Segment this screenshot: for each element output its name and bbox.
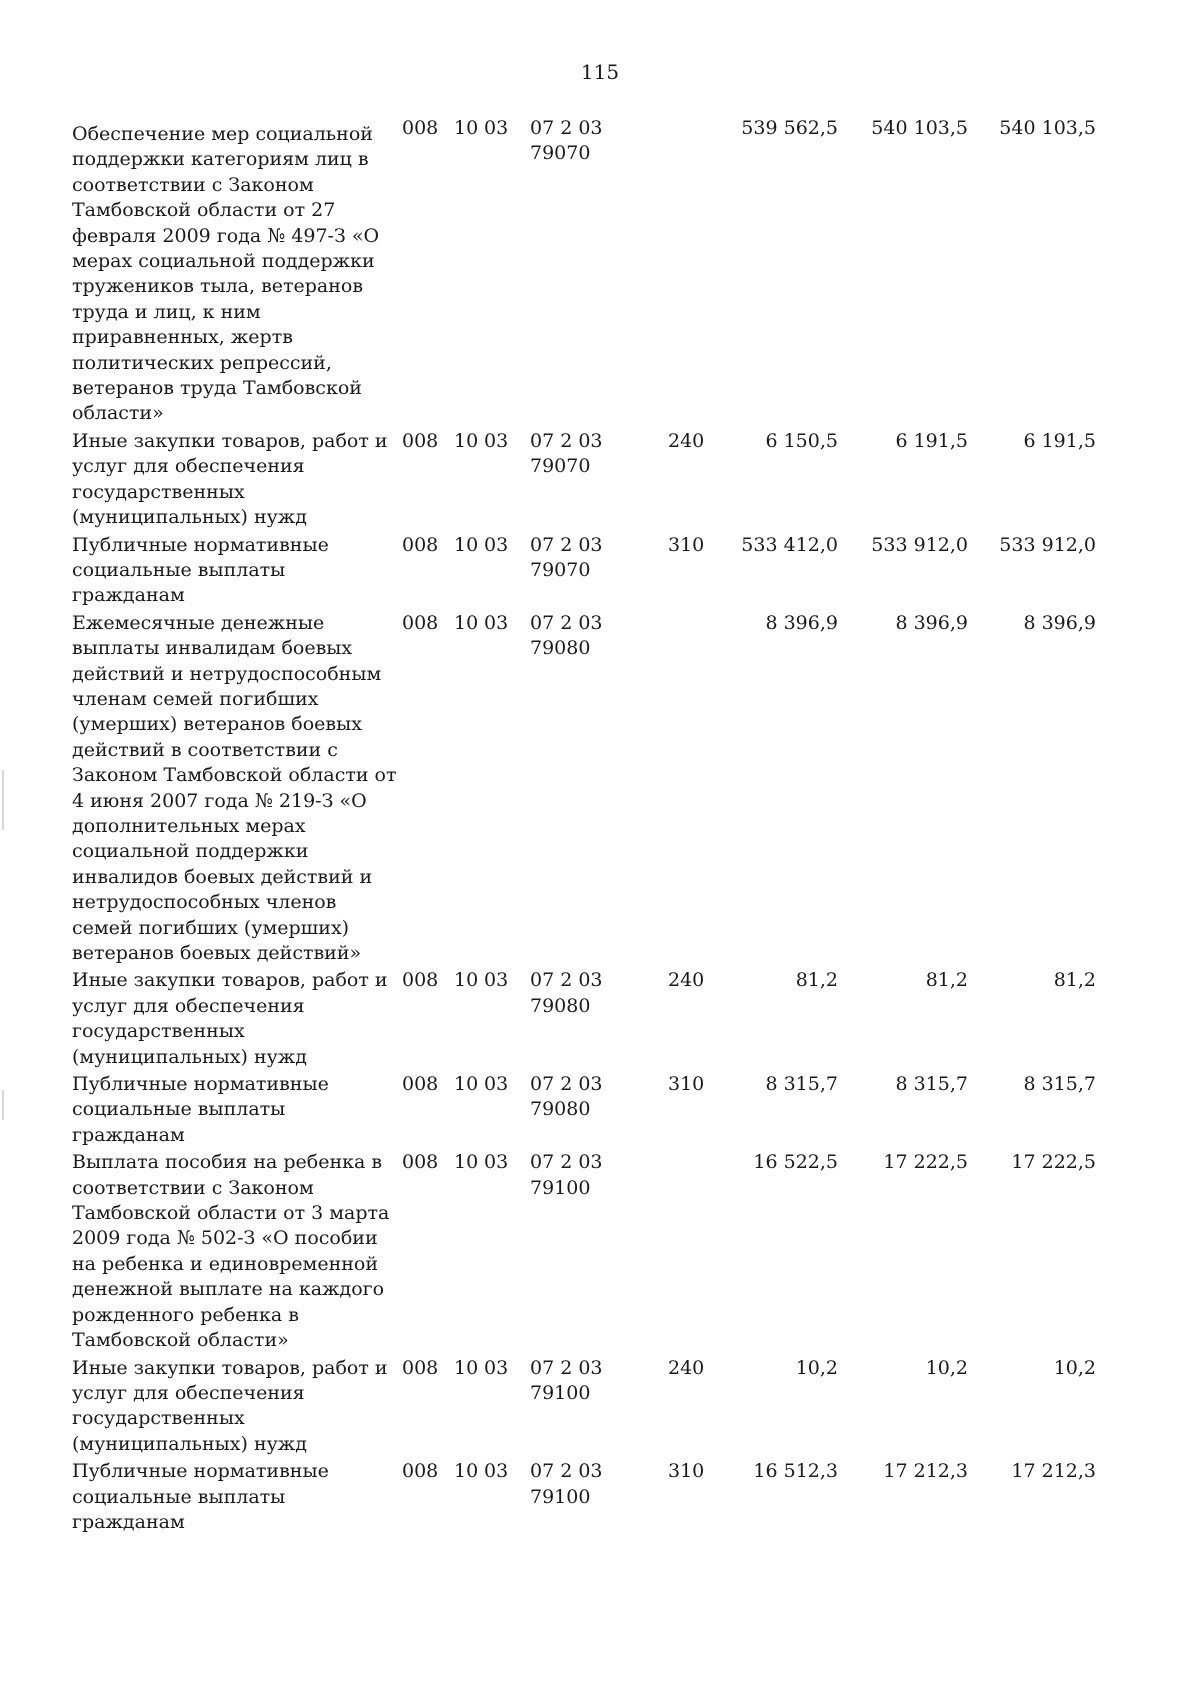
table-row bbox=[72, 1072, 1172, 1148]
amount-year-3: 8 396,9 bbox=[1023, 611, 1096, 634]
table-row bbox=[72, 533, 1172, 609]
table-row bbox=[72, 1150, 1172, 1353]
amount-year-3: 81,2 bbox=[1053, 969, 1096, 992]
row-description: Публичные нормативные социальные выплаты гражданам bbox=[72, 1073, 329, 1146]
amount-year-1: 6 150,5 bbox=[765, 429, 838, 452]
section-code: 10 bbox=[454, 1460, 479, 1483]
ministry-code: 008 bbox=[402, 1151, 439, 1174]
amount-year-3: 533 912,0 bbox=[999, 533, 1096, 556]
expense-type-code: 240 bbox=[668, 429, 705, 452]
table-row bbox=[72, 117, 1172, 427]
target-article-code: 07 2 03 79070 bbox=[530, 429, 603, 478]
target-article-code: 07 2 03 79070 bbox=[530, 117, 603, 165]
amount-year-2: 540 103,5 bbox=[871, 117, 968, 139]
target-article-code: 07 2 03 79100 bbox=[530, 1356, 603, 1404]
table-row bbox=[72, 611, 1172, 967]
subsection-code: 03 bbox=[484, 611, 509, 634]
amount-year-2: 17 212,3 bbox=[883, 1460, 968, 1483]
row-description: Публичные нормативные социальные выплаты гражданам bbox=[72, 533, 329, 607]
row-description: Обеспечение мер социальной поддержки категориям лиц в соответствии с Законом Тамбовской области от 27 февраля 2009 года № 497-З «О мерах социальной поддержки тружеников тыла, ветеранов труда и лиц, к ним приравненных, жертв политических репрессий, ветеранов труда Тамбовской области» bbox=[72, 123, 380, 425]
target-article-code: 07 2 03 79080 bbox=[530, 969, 603, 1017]
scan-edge-mark bbox=[2, 770, 4, 830]
table-row bbox=[72, 1356, 1172, 1458]
row-description: Иные закупки товаров, работ и услуг для обеспечения государственных (муниципальных) нужд bbox=[72, 1356, 388, 1455]
amount-year-3: 17 222,5 bbox=[1011, 1151, 1096, 1174]
section-code: 10 bbox=[454, 117, 479, 139]
amount-year-2: 8 396,9 bbox=[895, 611, 968, 634]
table-row bbox=[72, 429, 1172, 531]
amount-year-1: 533 412,0 bbox=[741, 533, 838, 556]
amount-year-3: 8 315,7 bbox=[1023, 1073, 1096, 1096]
subsection-code: 03 bbox=[484, 429, 509, 452]
subsection-code: 03 bbox=[484, 1356, 509, 1379]
scan-edge-mark bbox=[2, 1090, 4, 1120]
amount-year-2: 533 912,0 bbox=[871, 533, 968, 556]
ministry-code: 008 bbox=[402, 1356, 439, 1379]
expense-type-code: 240 bbox=[668, 969, 705, 992]
expense-type-code: 310 bbox=[668, 1073, 705, 1096]
subsection-code: 03 bbox=[484, 1460, 509, 1483]
amount-year-1: 8 396,9 bbox=[765, 611, 838, 634]
amount-year-2: 81,2 bbox=[925, 969, 968, 992]
row-description: Выплата пособия на ребенка в соответствии с Законом Тамбовской области от 3 марта 2009 года № 502-З «О пособии на ребенка и единовременной денежной выплате на каждого рожденного ребенка в Тамбовской области» bbox=[72, 1151, 390, 1352]
amount-year-1: 539 562,5 bbox=[741, 117, 838, 139]
target-article-code: 07 2 03 79070 bbox=[530, 533, 603, 581]
section-code: 10 bbox=[454, 969, 479, 992]
amount-year-2: 10,2 bbox=[925, 1356, 968, 1379]
amount-year-1: 16 522,5 bbox=[753, 1151, 838, 1174]
amount-year-2: 17 222,5 bbox=[883, 1151, 968, 1174]
ministry-code: 008 bbox=[402, 969, 439, 992]
amount-year-1: 81,2 bbox=[795, 969, 838, 992]
row-description: Публичные нормативные социальные выплаты гражданам bbox=[72, 1460, 329, 1533]
ministry-code: 008 bbox=[402, 533, 439, 556]
row-description: Иные закупки товаров, работ и услуг для обеспечения государственных (муниципальных) нужд bbox=[72, 429, 388, 529]
amount-year-3: 17 212,3 bbox=[1011, 1460, 1096, 1483]
page-number: 115 bbox=[580, 60, 620, 84]
subsection-code: 03 bbox=[484, 1073, 509, 1096]
target-article-code: 07 2 03 79080 bbox=[530, 1073, 603, 1121]
expense-type-code: 240 bbox=[668, 1356, 705, 1379]
subsection-code: 03 bbox=[484, 969, 509, 992]
expense-type-code: 310 bbox=[668, 533, 705, 556]
ministry-code: 008 bbox=[402, 117, 439, 139]
amount-year-1: 16 512,3 bbox=[753, 1460, 838, 1483]
expense-type-code: 310 bbox=[668, 1460, 705, 1483]
ministry-code: 008 bbox=[402, 611, 439, 634]
ministry-code: 008 bbox=[402, 1460, 439, 1483]
budget-table bbox=[72, 117, 1172, 1537]
ministry-code: 008 bbox=[402, 1073, 439, 1096]
subsection-code: 03 bbox=[484, 117, 509, 139]
amount-year-3: 6 191,5 bbox=[1023, 429, 1096, 452]
section-code: 10 bbox=[454, 429, 479, 452]
section-code: 10 bbox=[454, 611, 479, 634]
ministry-code: 008 bbox=[402, 429, 439, 452]
section-code: 10 bbox=[454, 1151, 479, 1174]
section-code: 10 bbox=[454, 1356, 479, 1379]
row-description: Ежемесячные денежные выплаты инвалидам боевых действий и нетрудоспособным членам семей погибших (умерших) ветеранов боевых действий в соответствии с Законом Тамбовской области от 4 июня 2007 года № 219-З «О дополнительных мерах социальной поддержки инвалидов боевых действий и нетрудоспособных членов семей погибших (умерших) ветеранов боевых действий» bbox=[72, 611, 397, 964]
section-code: 10 bbox=[454, 1073, 479, 1096]
table-row bbox=[72, 1459, 1172, 1535]
amount-year-1: 8 315,7 bbox=[765, 1073, 838, 1096]
table-row bbox=[72, 968, 1172, 1070]
subsection-code: 03 bbox=[484, 1151, 509, 1174]
row-description: Иные закупки товаров, работ и услуг для обеспечения государственных (муниципальных) нужд bbox=[72, 969, 388, 1068]
target-article-code: 07 2 03 79100 bbox=[530, 1151, 603, 1199]
amount-year-3: 10,2 bbox=[1053, 1356, 1096, 1379]
section-code: 10 bbox=[454, 533, 479, 556]
target-article-code: 07 2 03 79080 bbox=[530, 611, 603, 660]
amount-year-1: 10,2 bbox=[795, 1356, 838, 1379]
amount-year-3: 540 103,5 bbox=[999, 117, 1096, 139]
target-article-code: 07 2 03 79100 bbox=[530, 1460, 603, 1508]
amount-year-2: 8 315,7 bbox=[895, 1073, 968, 1096]
amount-year-2: 6 191,5 bbox=[895, 429, 968, 452]
subsection-code: 03 bbox=[484, 533, 509, 556]
